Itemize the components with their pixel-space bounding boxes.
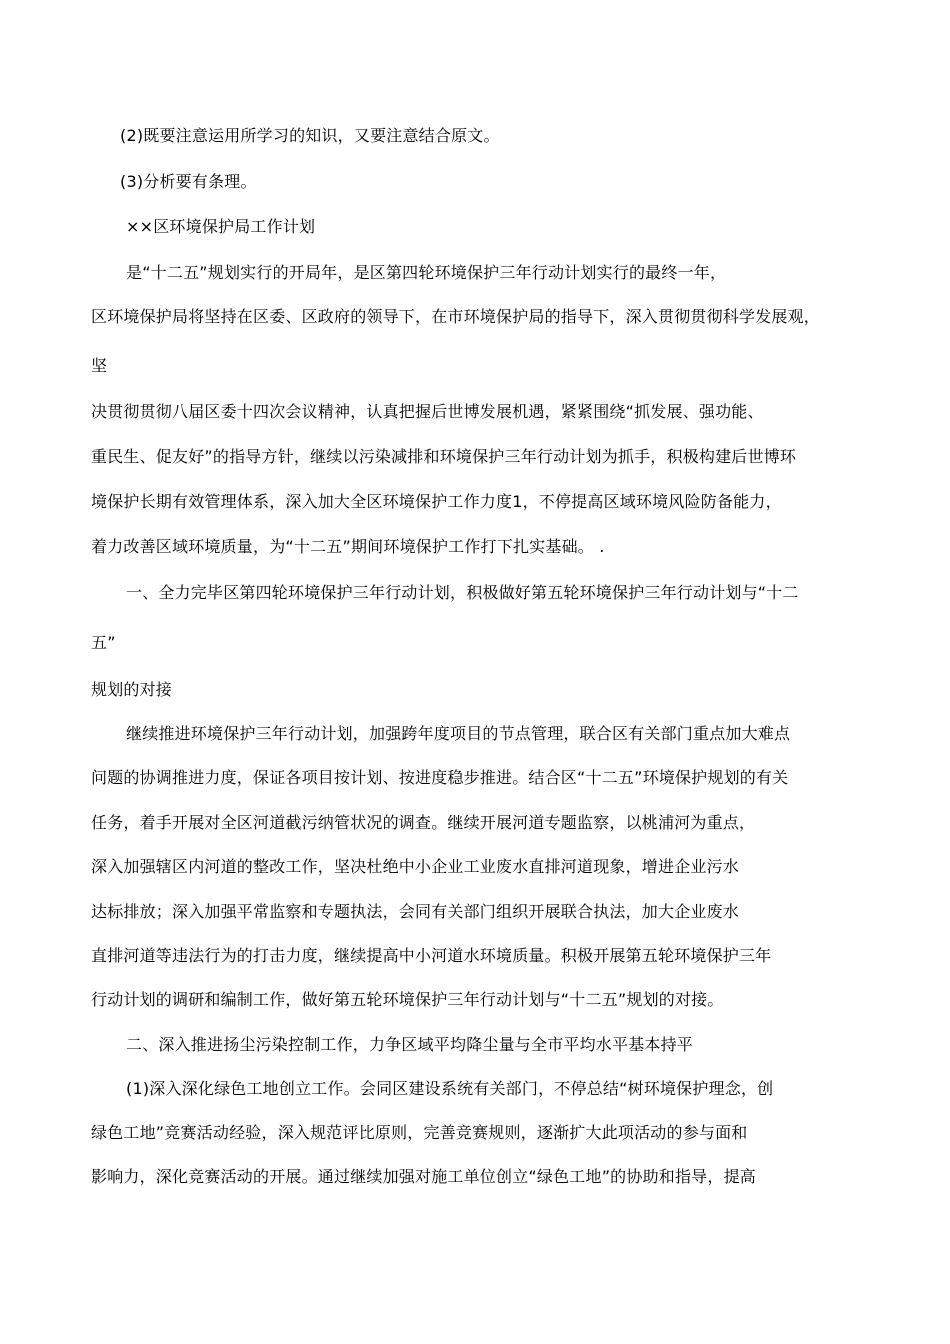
text-line: (3)分析要有条理。 xyxy=(120,172,257,191)
text-line: 深入加强辖区内河道的整改工作，坚决杜绝中小企业工业废水直排河道现象，增进企业污水 xyxy=(91,857,740,876)
text-line: 影响力，深化竞赛活动的开展。通过继续加强对施工单位创立“绿色工地”的协助和指导，提高 xyxy=(91,1167,756,1186)
text-line: 境保护长期有效管理体系，深入加大全区环境保护工作力度1，不停提高区域环境风险防备能力， xyxy=(91,492,782,511)
text-line: 达标排放；深入加强平常监察和专题执法，会同有关部门组织开展联合执法，加大企业废水 xyxy=(91,902,740,921)
text-line: 任务，着手开展对全区河道截污纳管状况的调查。继续开展河道专题监察，以桃浦河为重点， xyxy=(91,813,756,832)
section-heading: 一、全力完毕区第四轮环境保护三年行动计划，积极做好第五轮环境保护三年行动计划与“十二 xyxy=(126,583,799,602)
section-heading: 五” xyxy=(91,633,116,652)
text-line: 问题的协调推进力度，保证各项目按计划、按进度稳步推进。结合区“十二五”环境保护规划的有关 xyxy=(91,768,789,787)
text-line: 区环境保护局将坚持在区委、区政府的领导下，在市环境保护局的指导下，深入贯彻贯彻科学发展观， xyxy=(91,307,821,326)
text-line: (2)既要注意运用所学习的知识，又要注意结合原文。 xyxy=(120,126,500,145)
text-line: 绿色工地”竞赛活动经验，深入规范评比原则，完善竞赛规则，逐渐扩大此项活动的参与面和 xyxy=(91,1123,748,1142)
text-line: 坚 xyxy=(91,356,108,375)
text-line: 继续推进环境保护三年行动计划，加强跨年度项目的节点管理，联合区有关部门重点加大难点 xyxy=(126,724,791,743)
section-title: ××区环境保护局工作计划 xyxy=(126,217,316,236)
text-line: 是“十二五”规划实行的开局年，是区第四轮环境保护三年行动计划实行的最终一年， xyxy=(126,263,727,282)
text-line: 决贯彻贯彻八届区委十四次会议精神，认真把握后世博发展机遇，紧紧围绕“抓发展、强功能、 xyxy=(91,402,764,421)
text-line: 行动计划的调研和编制工作，做好第五轮环境保护三年行动计划与“十二五”规划的对接。 xyxy=(91,990,724,1009)
text-line: 直排河道等违法行为的打击力度，继续提高中小河道水环境质量。积极开展第五轮环境保护三年 xyxy=(91,946,772,965)
section-heading: 二、深入推进扬尘污染控制工作，力争区域平均降尘量与全市平均水平基本持平 xyxy=(126,1035,694,1054)
text-line: 重民生、促友好”的指导方针，继续以污染减排和环境保护三年行动计划为抓手，积极构建后世博环 xyxy=(91,447,797,466)
text-line: (1)深入深化绿色工地创立工作。会同区建设系统有关部门，不停总结“树环境保护理念，创 xyxy=(126,1079,774,1098)
section-heading: 规划的对接 xyxy=(91,680,173,699)
text-line: 着力改善区域环境质量，为“十二五”期间环境保护工作打下扎实基础。 . xyxy=(91,537,605,556)
